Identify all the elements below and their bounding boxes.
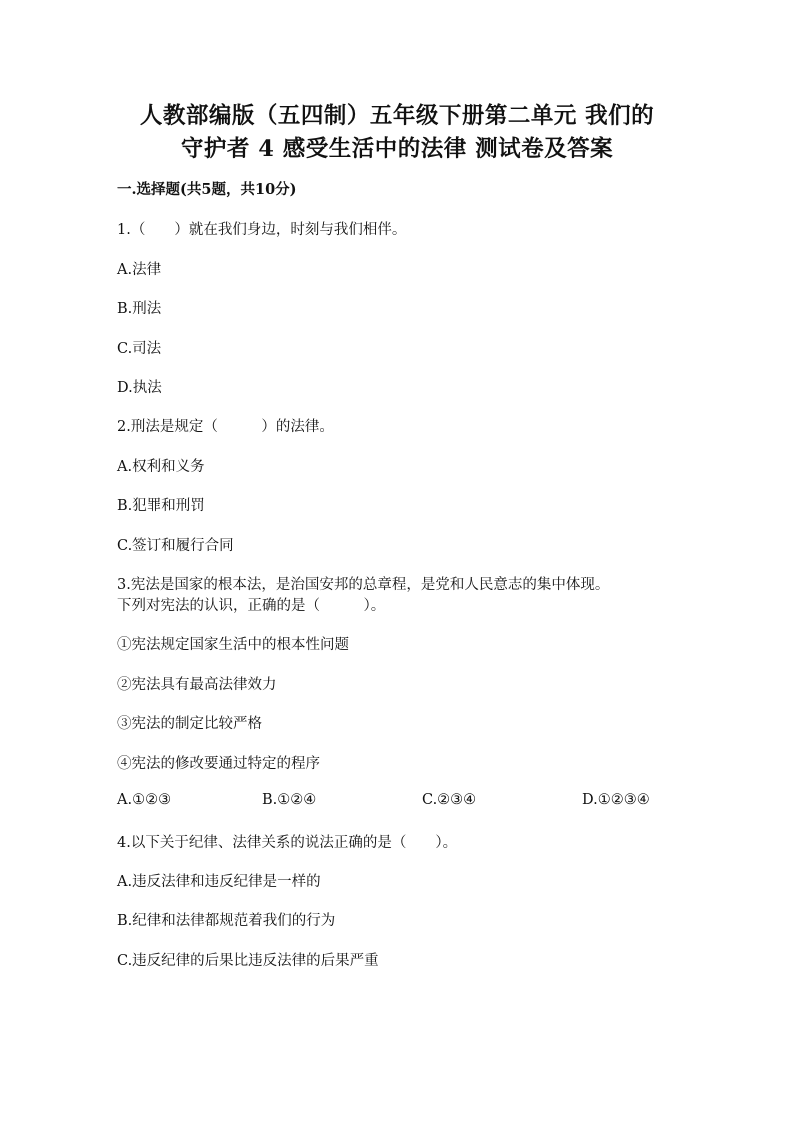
option-b: B.犯罪和刑罚: [117, 498, 205, 514]
option-c: C.签订和履行合同: [117, 538, 234, 554]
statement-4: ④宪法的修改要通过特定的程序: [117, 756, 320, 772]
question-stem: 4.以下关于纪律、法律关系的说法正确的是（ ）。: [117, 835, 458, 851]
statement-1: ①宪法规定国家生活中的根本性问题: [117, 637, 349, 653]
option-b: B.①②④: [262, 792, 317, 808]
statement-3: ③宪法的制定比较严格: [117, 716, 262, 732]
question-stem-line-2: 下列对宪法的认识，正确的是（ ）。: [117, 598, 386, 614]
option-b: B.纪律和法律都规范着我们的行为: [117, 913, 336, 929]
option-c: C.司法: [117, 341, 162, 357]
question-stem: 2.刑法是规定（ ）的法律。: [117, 419, 334, 435]
title-line-2: 守护者 4 感受生活中的法律 测试卷及答案: [180, 136, 614, 162]
option-c: C.违反纪律的后果比违反法律的后果严重: [117, 953, 379, 969]
option-b: B.刑法: [117, 301, 162, 317]
option-a: A.①②③: [117, 792, 172, 808]
option-c: C.②③④: [422, 792, 477, 808]
option-a: A.权利和义务: [117, 459, 205, 475]
option-a: A.违反法律和违反纪律是一样的: [117, 874, 321, 890]
title-line-1: 人教部编版（五四制）五年级下册第二单元 我们的: [139, 103, 655, 129]
section-heading: 一.选择题(共5题，共10分): [117, 181, 297, 198]
option-a: A.法律: [117, 262, 162, 278]
option-d: D.执法: [117, 380, 162, 396]
question-stem: 1.（ ）就在我们身边，时刻与我们相伴。: [117, 222, 407, 238]
question-stem-line-1: 3.宪法是国家的根本法，是治国安邦的总章程，是党和人民意志的集中体现。: [117, 577, 610, 593]
statement-2: ②宪法具有最高法律效力: [117, 677, 277, 693]
option-d: D.①②③④: [582, 792, 650, 808]
